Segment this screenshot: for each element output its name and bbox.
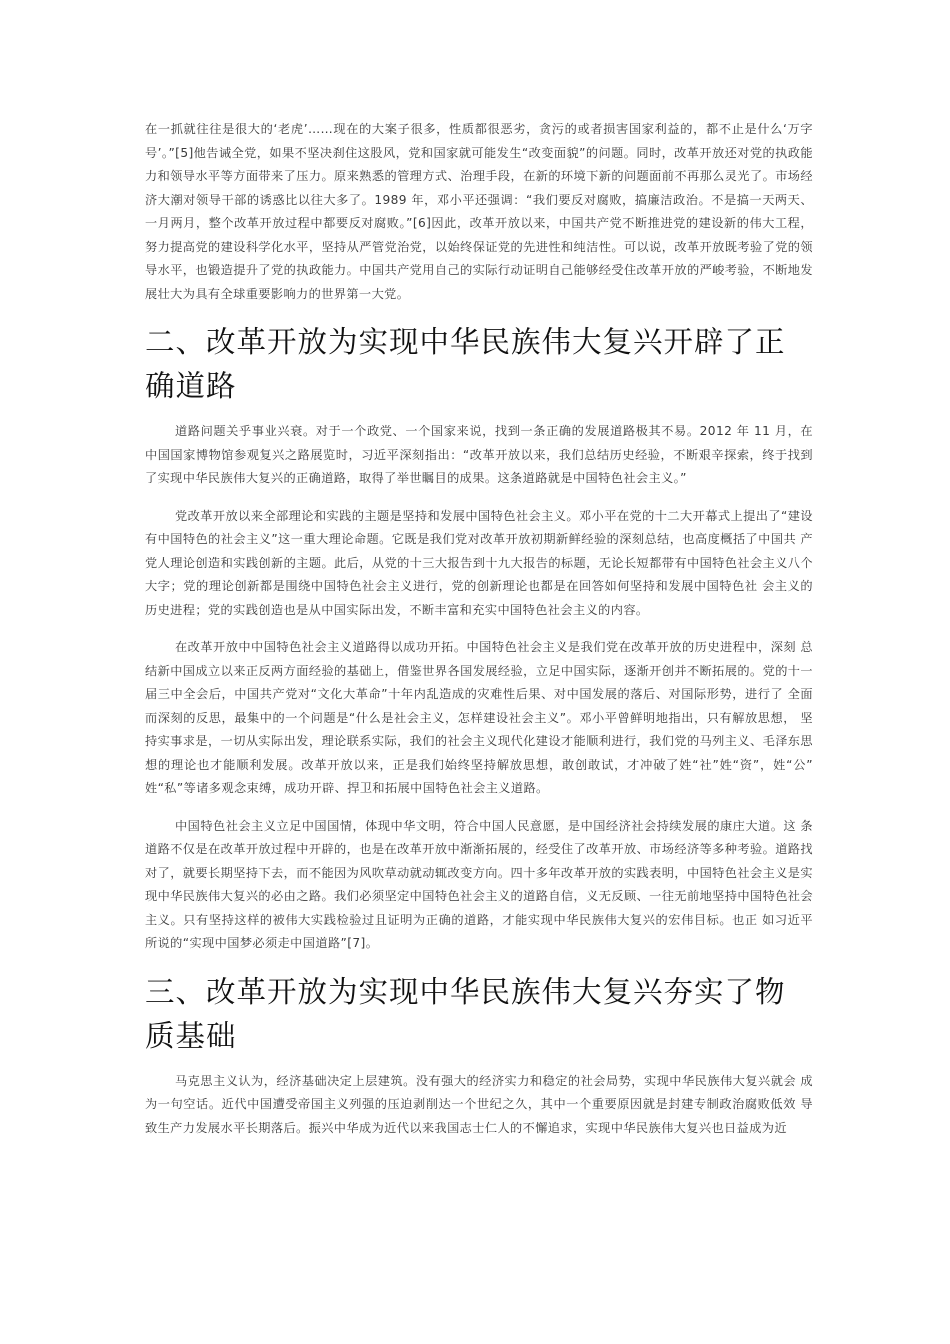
section2-paragraph-2: 党改革开放以来全部理论和实践的主题是坚持和发展中国特色社会主义。邓小平在党的十二大开幕式上提出了“建设有中国特色的社会主义”这一重大理论命题。它既是我们党对改革开放初期新鲜经验的深刻总结，也高度概括了中国共 产党人理论创造和实践创新的主题。此后，从党的十三大报告到十九大报告的标题，无论长短都带有中国特色社会主义八个大字；党的理论创新都是围绕中国特色社会主义进行，党的创新理论也都是在回答如何坚持和发展中国特色社 会主义的历史进程；党的实践创造也是从中国实际出发，不断丰富和充实中国特色社会主义的内容。 (145, 508, 813, 617)
section-heading-3: 三、改革开放为实现中华民族伟大复兴夯实了物质基础 (145, 974, 786, 1053)
section2-paragraph-1: 道路问题关乎事业兴衰。对于一个政党、一个国家来说，找到一条正确的发展道路极其不易。2012 年 11 月，在中国国家博物馆参观复兴之路展览时，习近平深刻指出：“改革开放以来，我们总结历史经验，不断艰辛探索，终于找到了实现中华民族伟大复兴的正确道路，取得了举世瞩目的成果。这条道路就是中国特色社会主义。” (145, 424, 813, 485)
intro-paragraph: 在一抓就往往是很大的‘老虎’……现在的大案子很多，性质都很恶劣，贪污的或者损害国家利益的，都不止是什么‘万字号’。”[5]他告诫全党，如果不坚决刹住这股风，党和国家就可能发生“改变面貌”的问题。同时，改革开放还对党的执政能力和领导水平等方面带来了压力。原来熟悉的管理方式、治理手段，在新的环境下新的问题面前不再那么灵光了。市场经济大潮对领导干部的诱惑比以往大多了。1989 年，邓小平还强调：“我们要反对腐败，搞廉洁政治。不是搞一天两天、一月两月，整个改革开放过程中都要反对腐败。”[6]因此，改革开放以来，中国共产党不断推进党的建设新的伟大工程， 努力提高党的建设科学化水平，坚持从严管党治党，以始终保证党的先进性和纯洁性。可以说，改革开放既考验了党的领导水平，也锻造提升了党的执政能力。中国共产党用自己的实际行动证明自己能够经受住改革开放的严峻考验，不断地发展壮大为具有全球重要影响力的世界第一大党。 (145, 122, 813, 301)
document-page (145, 118, 813, 1140)
section-heading-2: 二、改革开放为实现中华民族伟大复兴开辟了正确道路 (145, 325, 786, 403)
section2-paragraph-3: 在改革开放中中国特色社会主义道路得以成功开拓。中国特色社会主义是我们党在改革开放的历史进程中，深刻 总结新中国成立以来正反两方面经验的基础上，借鉴世界各国发展经验，立足中国实际，逐渐开创并不断拓展的。党的十一届三中全会后，中国共产党对“文化大革命”十年内乱造成的灾难性后果、对中国发展的落后、对国际形势，进行了 全面而深刻的反思，最集中的一个问题是“什么是社会主义，怎样建设社会主义”。邓小平曾鲜明地指出，只有解放思想， 坚持实事求是，一切从实际出发，理论联系实际，我们的社会主义现代化建设才能顺利进行，我们党的马列主义、毛泽东思想的理论也才能顺利发展。改革开放以来，正是我们始终坚持解放思想，敢创敢试，才冲破了姓“社”姓“资”，姓“公” 姓“私”等诸多观念束缚，成功开辟、捍卫和拓展中国特色社会主义道路。 (145, 640, 813, 795)
section2-paragraph-4: 中国特色社会主义立足中国国情，体现中华文明，符合中国人民意愿，是中国经济社会持续发展的康庄大道。这 条道路不仅是在改革开放过程中开辟的，也是在改革开放中渐渐拓展的，经受住了改革开放、市场经济等多种考验。道路找对了，就要长期坚持下去，而不能因为风吹草动就动辄改变方向。四十多年改革开放的实践表明，中国特色社会主义是实现中华民族伟大复兴的必由之路。我们必须坚定中国特色社会主义的道路自信，义无反顾、一往无前地坚持中国特色社会主义。只有坚持这样的被伟大实践检验过且证明为正确的道路，才能实现中华民族伟大复兴的宏伟目标。也正 如习近平所说的“实现中国梦必须走中国道路”[7]。 (145, 818, 813, 950)
section3-paragraph-1: 马克思主义认为，经济基础决定上层建筑。没有强大的经济实力和稳定的社会局势，实现中华民族伟大复兴就会 成为一句空话。近代中国遭受帝国主义列强的压迫剥削达一个世纪之久，其中一个重要原因就是封建专制政治腐败低效 导致生产力发展水平长期落后。振兴中华成为近代以来我国志士仁人的不懈追求，实现中华民族伟大复兴也日益成为近 (145, 1073, 813, 1135)
